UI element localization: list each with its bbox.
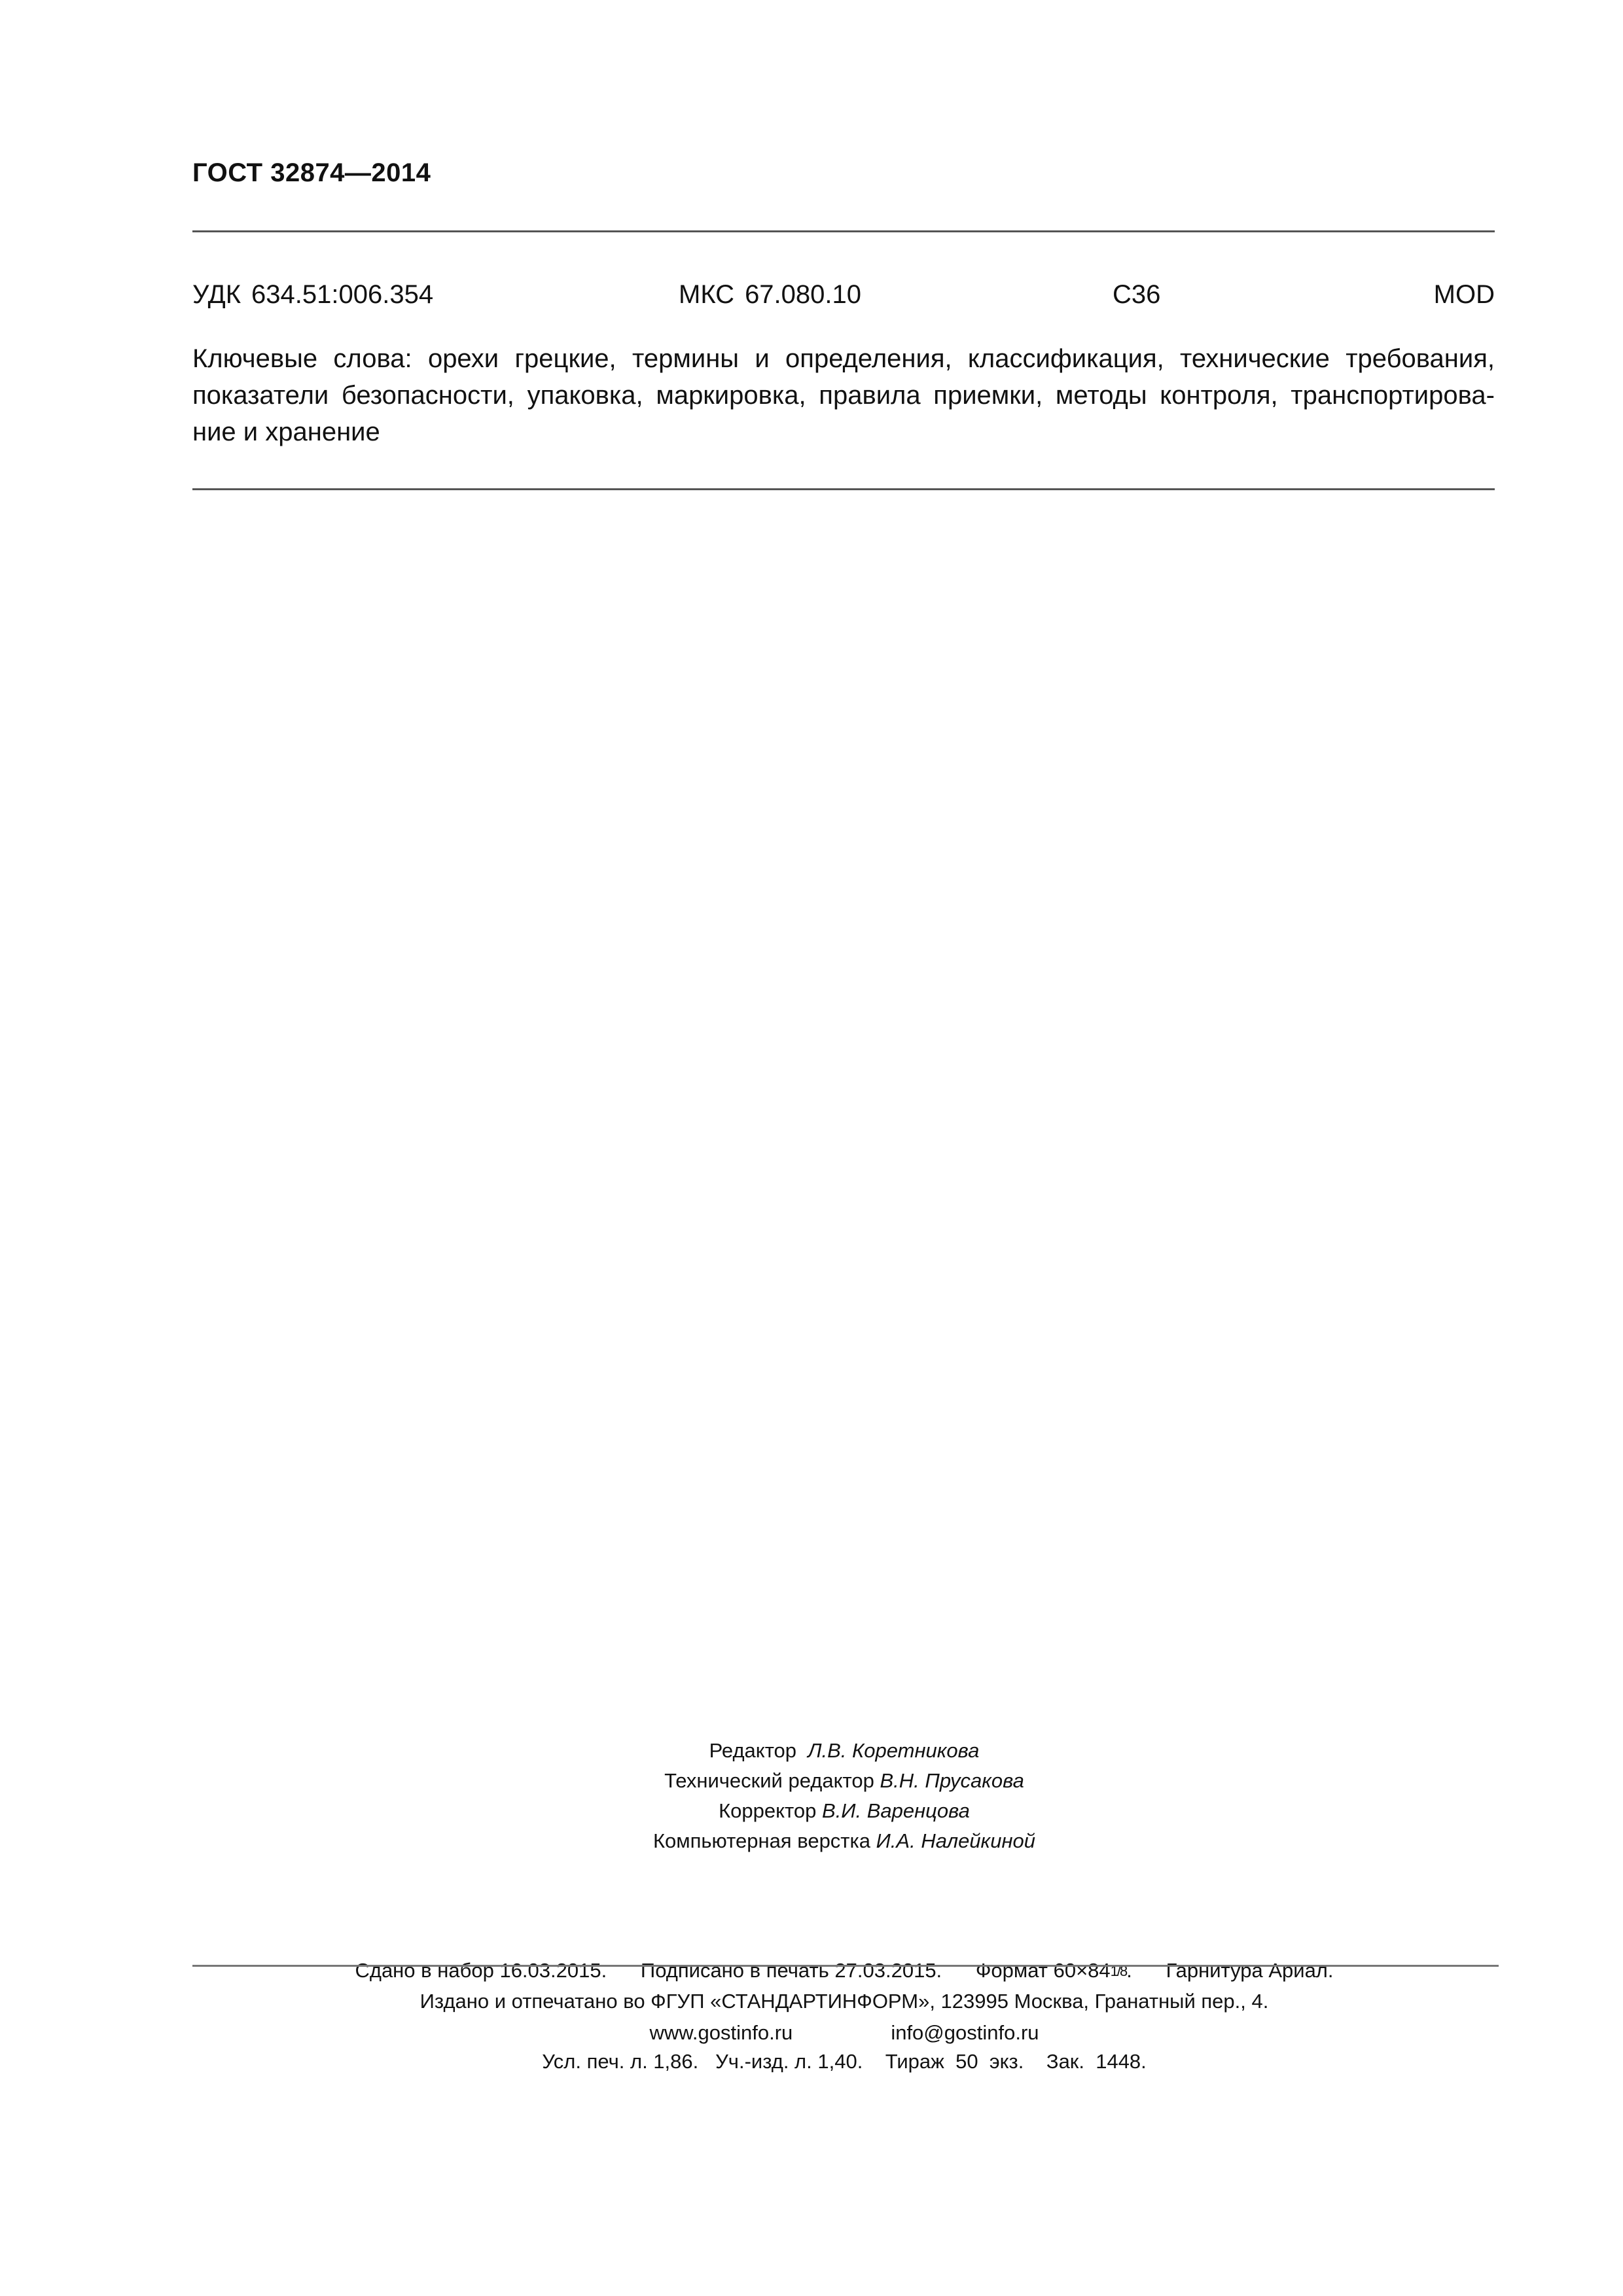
editor-role: Редактор — [709, 1739, 797, 1762]
corrector-role: Корректор — [719, 1799, 817, 1822]
format-fraction: 1/8 — [1110, 1963, 1127, 1979]
typeface: Гарнитура Ариал. — [1166, 1959, 1334, 1982]
editor-name: Л.В. Коретникова — [808, 1739, 980, 1762]
keywords-line: Ключевые слова: орехи грецкие, термины и определения, классификация, технические требования, — [192, 344, 1495, 373]
website-link[interactable]: www.gostinfo.ru — [649, 2021, 793, 2044]
layout-credit — [0, 1826, 1623, 1856]
udk-value: 634.51:006.354 — [251, 280, 434, 309]
footer-divider — [192, 1965, 1499, 1967]
format-label: Формат 60×84 — [975, 1959, 1111, 1982]
header-divider — [192, 230, 1495, 232]
udk-label: УДК — [192, 280, 241, 309]
print-info-line-1 — [0, 1956, 1623, 1986]
order-number: Зак. 1448. — [1046, 2050, 1147, 2073]
email-link[interactable]: info@gostinfo.ru — [891, 2021, 1039, 2044]
keywords-divider — [192, 488, 1495, 490]
editor-credit — [0, 1736, 1623, 1766]
modification-degree: MOD — [1433, 280, 1495, 309]
publisher-line: Издано и отпечатано во ФГУП «СТАНДАРТИНФОРМ», 123995 Москва, Гранатный пер., 4. — [419, 1990, 1269, 2013]
mks-value: 67.080.10 — [745, 280, 862, 309]
format-end: . — [1126, 1959, 1132, 1982]
udk-classifier — [192, 280, 433, 310]
keywords-line: ние и хранение — [192, 418, 380, 446]
document-code: ГОСТ 32874—2014 — [192, 158, 431, 187]
layout-name: И.А. Налейкиной — [876, 1829, 1035, 1852]
print-sheets: Усл. печ. л. 1,86. — [542, 2050, 699, 2073]
circulation: Тираж 50 экз. — [885, 2050, 1024, 2073]
signed-date: Подписано в печать 27.03.2015. — [640, 1959, 942, 1982]
publisher-info — [0, 1986, 1623, 2049]
okp-code: С36 — [1113, 280, 1161, 309]
layout-role: Компьютерная верстка — [653, 1829, 870, 1852]
submitted-date: Сдано в набор 16.03.2015. — [355, 1959, 607, 1982]
publisher-contacts — [0, 2017, 1623, 2049]
tech-editor-role: Технический редактор — [664, 1769, 874, 1792]
keywords-line: показатели безопасности, упаковка, маркировка, правила приемки, методы контроля, транспортирова- — [192, 381, 1495, 410]
print-info-line-2 — [0, 2047, 1623, 2077]
corrector-credit — [0, 1796, 1623, 1826]
corrector-name: В.И. Варенцова — [822, 1799, 970, 1822]
editorial-credits — [0, 1736, 1623, 1856]
mks-label: МКС — [679, 280, 735, 309]
tech-editor-credit — [0, 1766, 1623, 1796]
publishing-sheets: Уч.-изд. л. 1,40. — [715, 2050, 863, 2073]
tech-editor-name: В.Н. Прусакова — [880, 1769, 1024, 1792]
mks-classifier — [679, 280, 861, 310]
keywords-paragraph — [192, 340, 1495, 450]
